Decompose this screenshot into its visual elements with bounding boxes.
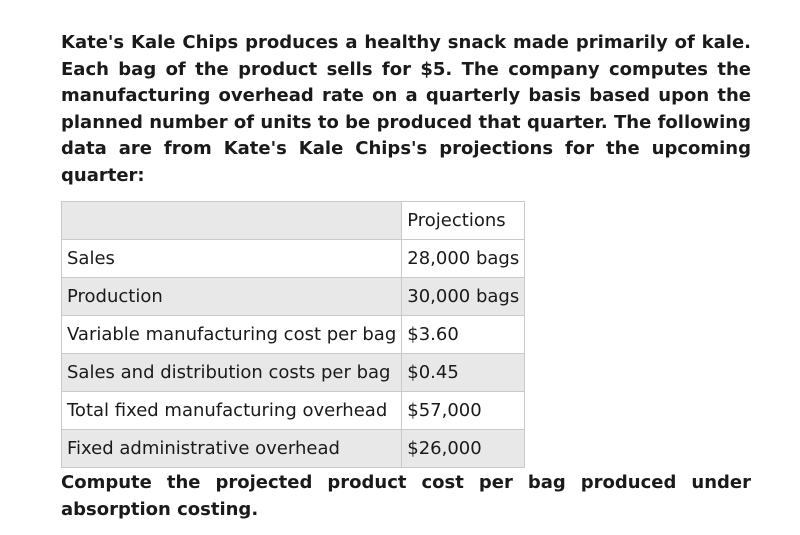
table-row-sales-distribution-costs	[62, 354, 525, 392]
table-row-fixed-administrative-overhead	[62, 430, 525, 468]
row-value: $0.45	[402, 354, 525, 392]
row-label: Fixed administrative overhead	[62, 430, 402, 468]
row-label: Sales and distribution costs per bag	[62, 354, 402, 392]
table-header-row	[62, 202, 525, 240]
problem-document	[61, 30, 751, 523]
problem-question: Compute the projected product cost per bag produced under absorption costing.	[61, 472, 751, 520]
table-row-sales	[62, 240, 525, 278]
row-value: 28,000 bags	[402, 240, 525, 278]
row-value: $57,000	[402, 392, 525, 430]
row-value: $26,000	[402, 430, 525, 468]
table-row-fixed-manufacturing-overhead	[62, 392, 525, 430]
table-header-blank-cell	[62, 202, 402, 240]
row-label: Variable manufacturing cost per bag	[62, 316, 402, 354]
table-header-projections: Projections	[402, 202, 525, 240]
row-value: $3.60	[402, 316, 525, 354]
table-row-production	[62, 278, 525, 316]
row-label: Production	[62, 278, 402, 316]
row-label: Sales	[62, 240, 402, 278]
projections-table	[61, 201, 525, 468]
problem-intro: Kate's Kale Chips produces a healthy snack made primarily of kale. Each bag of the product sells for $5. The company computes the manufacturing overhead rate on a quarterly basis based upon the planned number of units to be produced that quarter. The following data are from Kate's Kale Chips's projections for the upcoming quarter:	[61, 32, 751, 186]
row-label: Total fixed manufacturing overhead	[62, 392, 402, 430]
row-value: 30,000 bags	[402, 278, 525, 316]
table-row-variable-manufacturing-cost	[62, 316, 525, 354]
